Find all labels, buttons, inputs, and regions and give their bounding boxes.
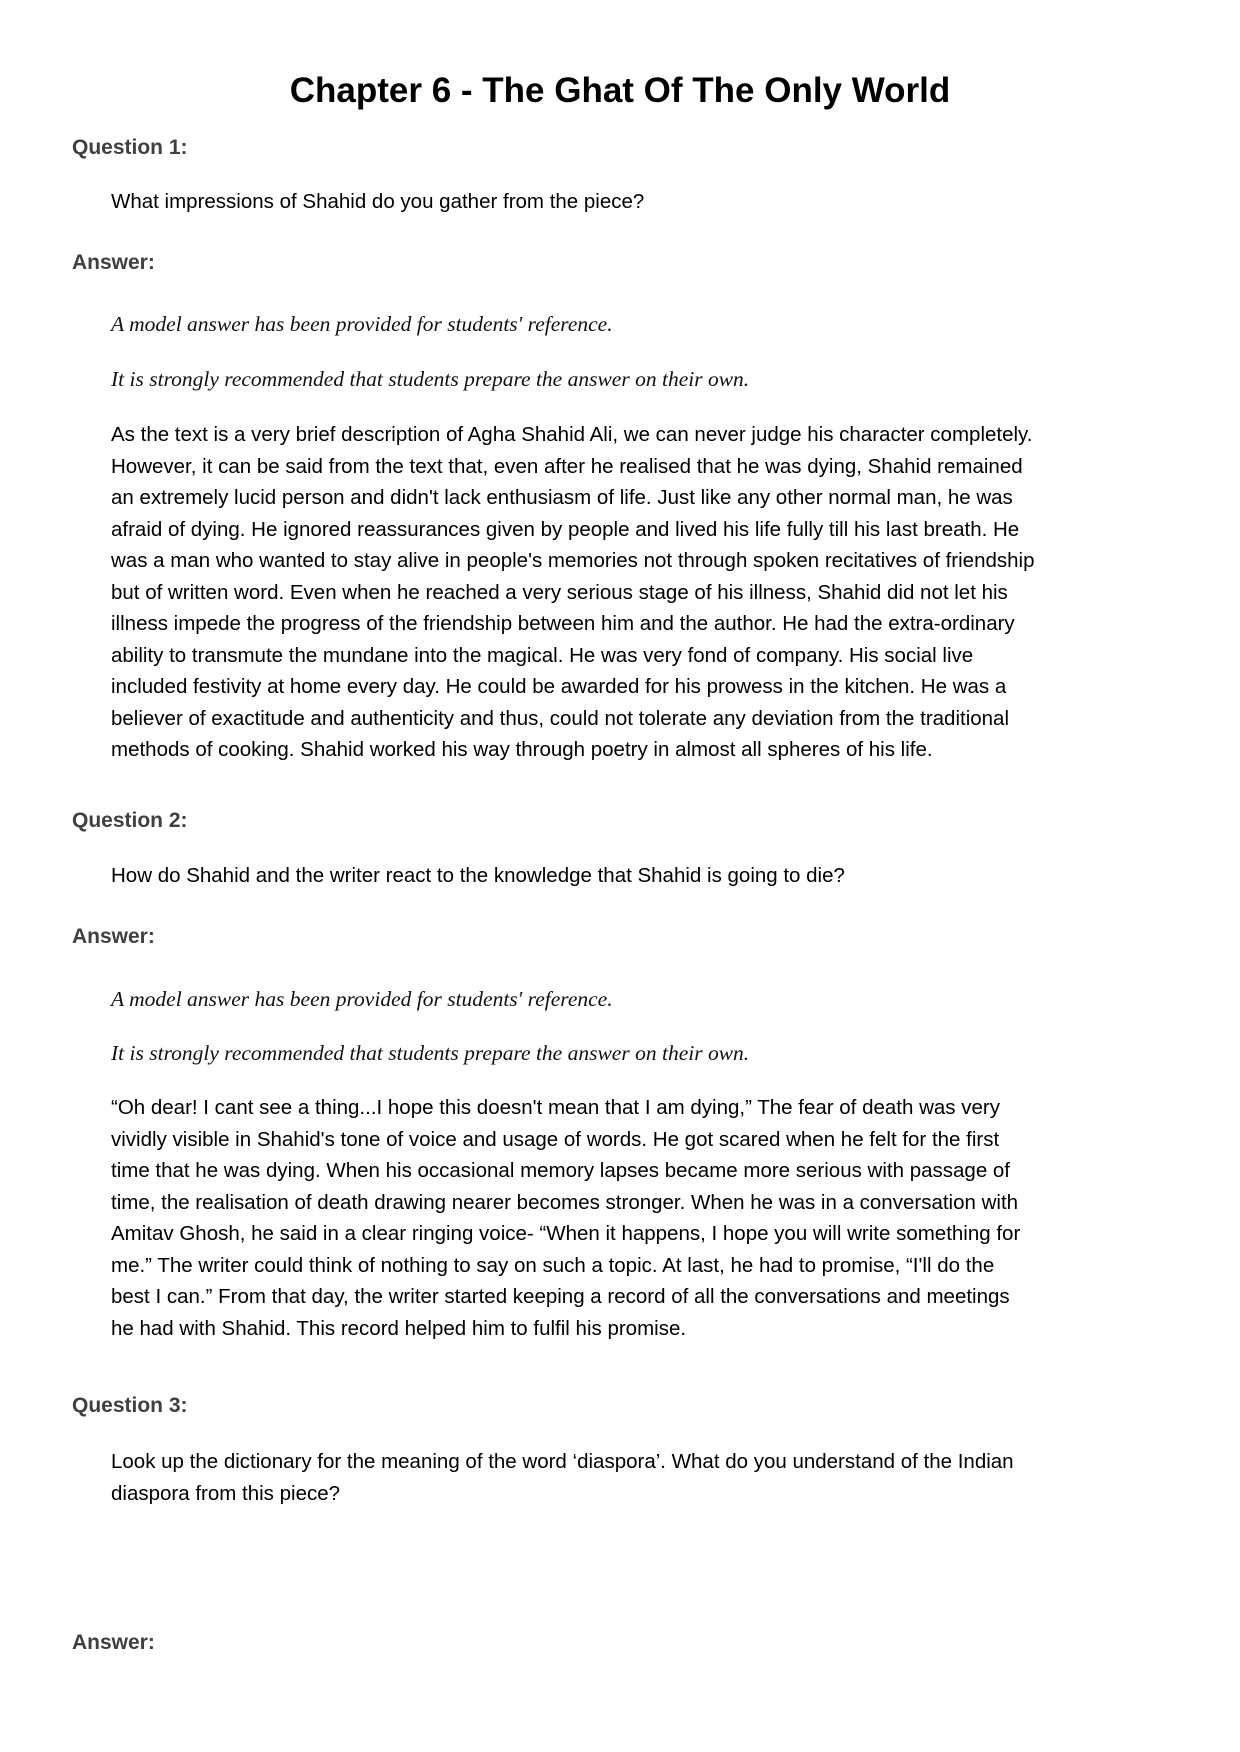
answer-label: Answer: [72, 1631, 155, 1654]
answer-line: methods of cooking. Shahid worked his way through poetry in almost all spheres of his life. [111, 738, 933, 761]
recommendation-note: It is strongly recommended that students prepare the answer on their own. [111, 1041, 750, 1065]
answer-line: an extremely lucid person and didn't lack enthusiasm of life. Just like any other normal man, he was [111, 486, 1013, 509]
question-label: Question 1: [72, 136, 188, 159]
answer-line: However, it can be said from the text that, even after he realised that he was dying, Shahid remained [111, 454, 1023, 478]
answer-line: time that he was dying. When his occasional memory lapses became more serious with passage of [111, 1159, 1011, 1182]
answer-line: he had with Shahid. This record helped him to fulfil his promise. [111, 1316, 687, 1340]
answer-line: “Oh dear! I cant see a thing...I hope this doesn't mean that I am dying,” The fear of death was very [111, 1096, 1000, 1119]
question-text [111, 1446, 1014, 1509]
answer-line: Amitav Ghosh, he said in a clear ringing voice- “When it happens, I hope you will write something for [111, 1222, 1021, 1245]
answer-label: Answer: [72, 251, 155, 274]
question-text-line: What impressions of Shahid do you gather from the piece? [111, 190, 645, 213]
question-text-line: How do Shahid and the writer react to the knowledge that Shahid is going to die? [111, 864, 845, 887]
answer-line: but of written word. Even when he reached a very serious stage of his illness, Shahid did not let his [111, 580, 1008, 604]
answer-line: time, the realisation of death drawing nearer becomes stronger. When he was in a conversation with [111, 1190, 1019, 1214]
answer-line: afraid of dying. He ignored reassurances given by people and lived his life fully till his last breath. He [111, 517, 1020, 541]
question-text-line: diaspora from this piece? [111, 1481, 341, 1505]
answer-line: believer of exactitude and authenticity and thus, could not tolerate any deviation from the traditional [111, 706, 1010, 730]
answer-line: ability to transmute the mundane into the magical. He was very fond of company. His social live [111, 643, 974, 667]
question-text-line: Look up the dictionary for the meaning of the word ‘diaspora’. What do you understand of the Indian [111, 1450, 1014, 1473]
answer-line: illness impede the progress of the friendship between him and the author. He had the extra-ordinary [111, 612, 1015, 635]
answer-paragraph [111, 419, 1191, 766]
answer-line: me.” The writer could think of nothing to say on such a topic. At last, he had to promise, “I'll do the [111, 1253, 995, 1277]
model-answer-note: A model answer has been provided for students' reference. [111, 312, 613, 336]
question-label: Question 3: [72, 1394, 188, 1417]
model-answer-note: A model answer has been provided for students' reference. [111, 987, 613, 1011]
answer-line: As the text is a very brief description of Agha Shahid Ali, we can never judge his character completely. [111, 423, 1033, 446]
answer-paragraph [111, 1092, 1191, 1344]
answer-line: was a man who wanted to stay alive in people's memories not through spoken recitatives of friendship [111, 549, 1035, 572]
question-text [111, 860, 845, 892]
recommendation-note: It is strongly recommended that students prepare the answer on their own. [111, 367, 750, 391]
answer-line: best I can.” From that day, the writer started keeping a record of all the conversations and meetings [111, 1285, 1010, 1308]
question-text [111, 186, 644, 218]
answer-label: Answer: [72, 925, 155, 948]
answer-line: included festivity at home every day. He could be awarded for his prowess in the kitchen. He was a [111, 675, 1007, 698]
answer-line: vividly visible in Shahid's tone of voice and usage of words. He got scared when he felt for the first [111, 1127, 1000, 1151]
chapter-title: Chapter 6 - The Ghat Of The Only World [289, 71, 951, 110]
question-label: Question 2: [72, 809, 188, 832]
